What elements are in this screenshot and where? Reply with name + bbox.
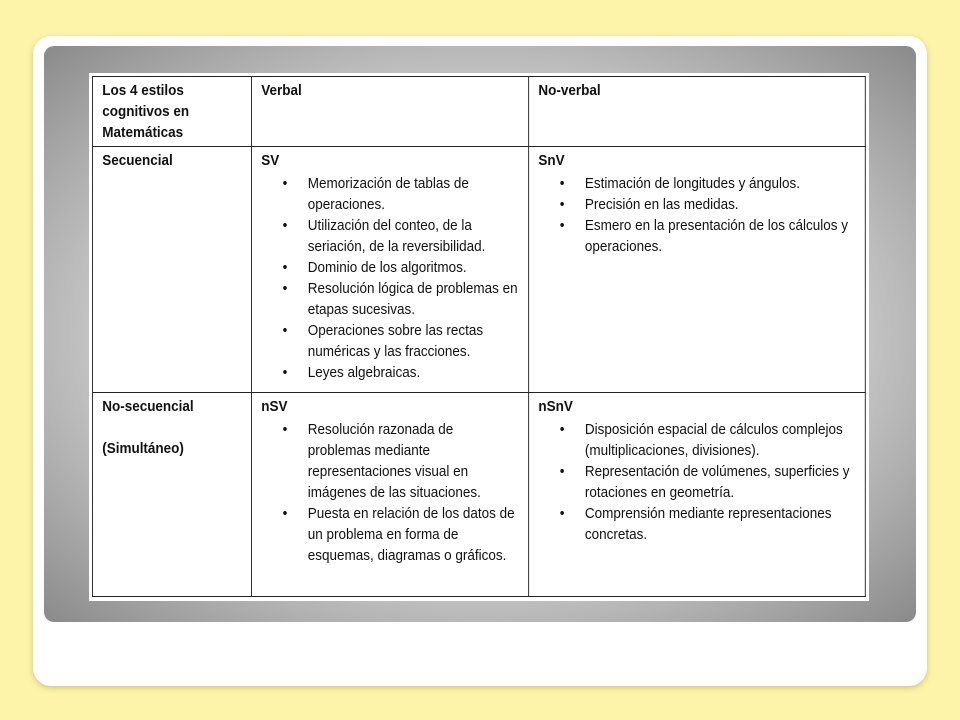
row-sublabel: (Simultáneo) [102,441,184,457]
table-header-row [92,77,865,147]
list-item: • Leyes algebraicas. [308,363,519,384]
style-code-nsnv: nSnV [538,399,573,415]
list-item: • Resolución razonada de problemas mediante representaciones visual en imágenes de las situaciones. [308,420,519,504]
list-item: • Operaciones sobre las rectas numéricas y las fracciones. [308,321,519,363]
list-item: • Memorización de tablas de operaciones. [308,174,519,216]
cognitive-styles-table [92,76,866,597]
cell-snv [529,147,866,393]
row-label-cell [92,393,251,597]
list-snv [538,174,855,258]
header-corner-text: Los 4 estilos cognitivos en Matemáticas [102,83,190,141]
label-spacer [102,418,242,439]
cell-nsnv [529,393,866,597]
list-item: • Disposición espacial de cálculos complejos (multiplicaciones, divisiones). [585,420,856,462]
row-label: Secuencial [102,153,173,169]
row-label: No-secuencial [102,399,194,415]
table-row-no-secuencial [92,393,865,597]
header-verbal-text: Verbal [261,83,302,99]
list-item: • Precisión en las medidas. [585,195,856,216]
cell-nsv [251,393,528,597]
table-row-secuencial [92,147,865,393]
list-item: • Estimación de longitudes y ángulos. [585,174,856,195]
list-nsnv [538,420,855,546]
list-item: • Puesta en relación de los datos de un problema en forma de esquemas, diagramas o gráficos. [308,504,519,567]
cell-sv [251,147,528,393]
row-label-cell [92,147,251,393]
header-verbal-cell [251,77,528,147]
list-item: • Representación de volúmenes, superficies y rotaciones en geometría. [585,462,856,504]
list-item: • Utilización del conteo, de la seriación, de la reversibilidad. [308,216,519,258]
list-sv [261,174,519,384]
list-item: • Dominio de los algoritmos. [308,258,519,279]
list-item: • Esmero en la presentación de los cálculos y operaciones. [585,216,856,258]
header-noverbal-cell [529,77,866,147]
style-code-sv: SV [261,153,280,169]
list-nsv [261,420,519,567]
list-item: • Resolución lógica de problemas en etapas sucesivas. [308,279,519,321]
header-noverbal-text: No-verbal [538,83,601,99]
list-item: • Comprensión mediante representaciones concretas. [585,504,856,546]
header-corner-cell [92,77,251,147]
table-frame [89,73,869,601]
style-code-snv: SnV [538,153,565,169]
style-code-nsv: nSV [261,399,288,415]
